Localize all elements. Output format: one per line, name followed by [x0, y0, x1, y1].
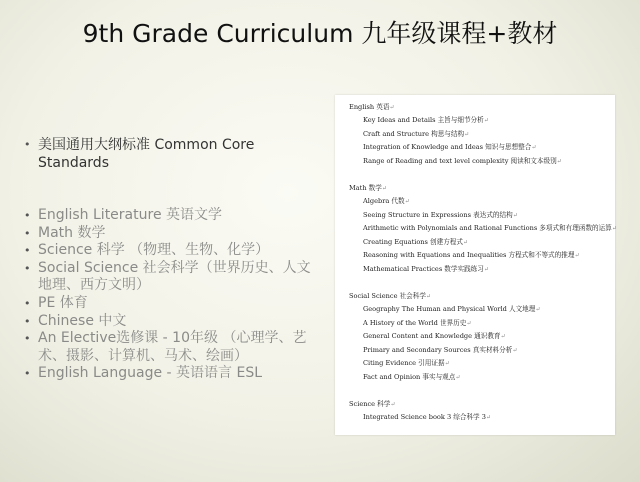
- doc-heading-science: Science 科学↵: [349, 400, 396, 408]
- slide-title: 9th Grade Curriculum 九年级课程+教材: [82, 19, 558, 48]
- return-mark-icon: ↵: [512, 211, 518, 219]
- doc-item: Creating Equations 创建方程式↵: [363, 237, 469, 246]
- subject-text: Science 科学 （物理、生物、化学）: [38, 242, 270, 259]
- doc-item: Craft and Structure 构思与结构↵: [363, 129, 470, 138]
- doc-heading-english: English 英语↵: [349, 103, 395, 111]
- subject-text: Math 数学: [38, 224, 106, 241]
- standards-list: [24, 136, 314, 172]
- return-mark-icon: ↵: [455, 373, 461, 381]
- bullet-icon: •: [24, 296, 31, 310]
- return-mark-icon: ↵: [404, 198, 410, 205]
- doc-item: Integrated Science book 3 综合科学 3↵: [363, 413, 491, 421]
- subject-item: [24, 365, 324, 383]
- return-mark-icon: ↵: [390, 401, 396, 408]
- return-mark-icon: ↵: [500, 333, 506, 340]
- subject-item: [24, 260, 324, 295]
- bullet-icon: •: [24, 226, 31, 240]
- standards-text: 美国通用大纲标准 Common Core Standards: [38, 137, 255, 171]
- return-mark-icon: ↵: [483, 117, 489, 124]
- doc-item: Range of Reading and text level complexity 阅读和文本级别↵: [363, 156, 562, 165]
- return-mark-icon: ↵: [463, 238, 469, 246]
- return-mark-icon: ↵: [556, 157, 562, 165]
- return-mark-icon: ↵: [512, 346, 518, 354]
- doc-item: Mathematical Practices 数学实践练习↵: [363, 264, 489, 273]
- subject-item: [24, 295, 324, 313]
- subject-text: An Elective选修课 - 10年级 （心理学、艺术、摄影、计算机、马术、绘画）: [38, 330, 307, 364]
- document-body: [349, 101, 617, 425]
- doc-item: Fact and Opinion 事实与观点↵: [363, 372, 461, 381]
- subject-item: [24, 313, 324, 331]
- return-mark-icon: ↵: [389, 104, 395, 111]
- return-mark-icon: ↵: [466, 319, 472, 327]
- doc-item: A History of the World 世界历史↵: [363, 318, 472, 327]
- doc-item: General Content and Knowledge 通识教育↵: [363, 332, 506, 340]
- return-mark-icon: ↵: [485, 414, 491, 421]
- doc-item: Algebra 代数↵: [363, 197, 410, 205]
- doc-item: Seeing Structure in Expressions 表达式的结构↵: [363, 210, 518, 219]
- doc-item: Reasoning with Equations and Inequalities 方程式和不等式的推理↵: [363, 251, 580, 259]
- standards-item: [24, 136, 314, 172]
- bullet-icon: •: [24, 314, 31, 328]
- return-mark-icon: ↵: [535, 306, 541, 313]
- subject-text: English Literature 英语文学: [38, 207, 223, 223]
- return-mark-icon: ↵: [611, 225, 617, 232]
- subject-text: Chinese 中文: [38, 312, 127, 329]
- bullet-icon: •: [24, 367, 31, 381]
- doc-heading-math: Math 数学↵: [349, 184, 387, 192]
- bullet-icon: •: [24, 332, 31, 346]
- return-mark-icon: ↵: [381, 185, 387, 192]
- return-mark-icon: ↵: [425, 293, 431, 300]
- subject-item: [24, 225, 324, 243]
- return-mark-icon: ↵: [464, 130, 470, 138]
- return-mark-icon: ↵: [483, 265, 489, 273]
- doc-item: Key Ideas and Details 主旨与细节分析↵: [363, 116, 489, 124]
- return-mark-icon: ↵: [531, 144, 537, 151]
- subject-item: [24, 207, 324, 225]
- doc-item: Citing Evidence 引用证据↵: [363, 359, 450, 367]
- subjects-list: [24, 207, 324, 383]
- curriculum-document: [335, 95, 615, 435]
- return-mark-icon: ↵: [574, 252, 580, 259]
- bullet-icon: •: [24, 261, 31, 275]
- subject-text: Social Science 社会科学（世界历史、人文地理、西方文明）: [38, 259, 311, 294]
- subject-item: [24, 330, 324, 365]
- return-mark-icon: ↵: [444, 360, 450, 367]
- doc-item: Integration of Knowledge and Ideas 知识与思想整合↵: [363, 143, 537, 151]
- bullet-icon: •: [24, 244, 31, 258]
- doc-heading-social-science: Social Science 社会科学↵: [349, 292, 431, 300]
- subject-item: [24, 242, 324, 260]
- bullet-icon: •: [24, 138, 31, 151]
- subject-text: English Language - 英语语言 ESL: [38, 365, 263, 382]
- doc-item: Geography The Human and Physical World 人文地理↵: [363, 305, 541, 313]
- doc-item: Primary and Secondary Sources 真实材料分析↵: [363, 345, 518, 354]
- doc-item: Arithmetic with Polynomials and Rational Functions 多项式和有理函数的运算↵: [363, 224, 617, 232]
- subject-text: PE 体育: [38, 294, 88, 311]
- bullet-icon: •: [24, 209, 31, 222]
